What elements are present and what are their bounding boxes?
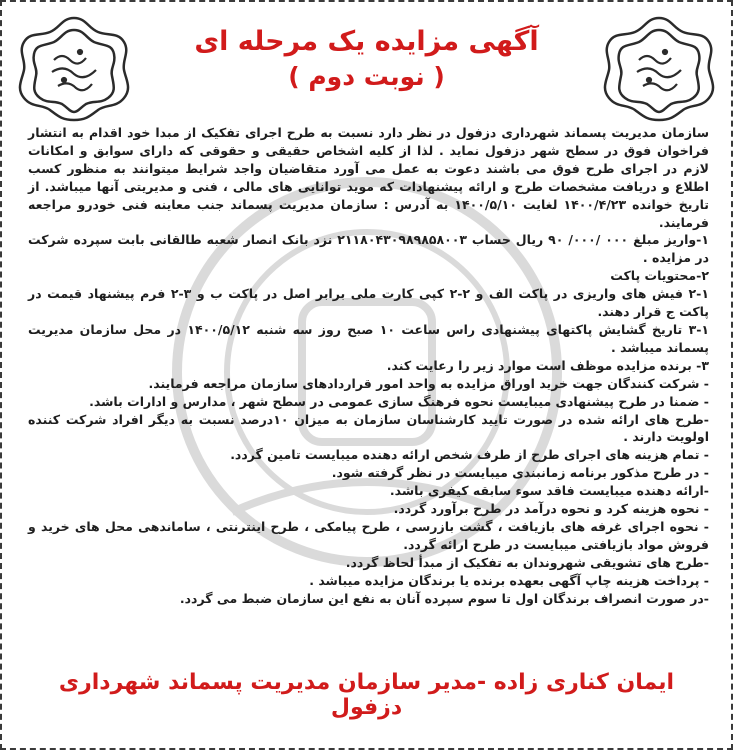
list-item: - شرکت کنندگان جهت خرید اوراق مزایده به واحد امور قراردادهای سازمان مراجعه فرمایند. [148, 375, 709, 391]
municipality-logo-left [14, 12, 134, 124]
notice-title: آگهی مزایده یک مرحله ای [194, 26, 539, 57]
signature-line: ایمان کناری زاده -مدیر سازمان مدیریت پسماند شهرداری دزفول [58, 670, 675, 720]
list-item: - نحوه هزینه کرد و نحوه درآمد در طرح برآورد گردد. [393, 501, 709, 517]
notice-header [142, 24, 591, 94]
list-item: -طرح های تشویقی شهروندان به تفکیک از مبدأ لحاظ گردد. [345, 554, 709, 570]
list-item: ۲-۱ فیش های واریزی در پاکت الف و ۲-۲ کپی کارت ملی برابر اصل در پاکت ب و ۳-۲ فرم پیشنهاد قیمت در پاکت ج قرار دهند. [28, 286, 709, 320]
notice-subtitle: ( نوبت دوم ) [288, 62, 445, 91]
list-item: -ارائه دهنده میبایست فاقد سوء سابقه کیفری باشد. [389, 483, 709, 499]
notice-body [28, 124, 709, 607]
list-item: - نحوه اجرای غرفه های بازیافت ، گشت بازرسی ، طرح پیامکی ، طرح اینترنتی ، ساماندهی محل های خرید و فروش مواد بازیافتی میبایست در طرح ارائه گردد. [28, 518, 709, 552]
list-item: - در طرح مذکور برنامه زمانبندی میبایست در نظر گرفته شود. [331, 465, 709, 481]
municipality-logo-right [599, 12, 719, 124]
list-item: - ضمنا در طرح پیشنهادی میبایست نحوه فرهنگ سازی عمومی در سطح شهر ، مدارس و ادارات باشد. [89, 393, 709, 409]
list-item: -طرح های ارائه شده در صورت تایید کارشناسان سازمان به میزان ۱۰درصد نسبت به دیگر افراد شرکت کننده اولویت دارند . [28, 411, 709, 445]
list-item: - پرداخت هزینه چاپ آگهی بعهده برنده یا برندگان مزایده میباشد . [309, 572, 709, 588]
list-item: ۲-محتویات پاکت [610, 268, 709, 284]
list-item: - تمام هزینه های اجرای طرح از طرف شخص ارائه دهنده میبایست تامین گردد. [230, 447, 709, 463]
list-item: ۳- برنده مزایده موظف است موارد زیر را رعایت کند. [386, 357, 709, 373]
list-item: ۳-۱ تاریخ گشایش پاکتهای پیشنهادی راس ساعت ۱۰ صبح روز سه شنبه ۱۴۰۰/۵/۱۲ در محل سازمان مدیریت پسماند میباشد . [28, 321, 710, 355]
list-item: ۱-واریز مبلغ ۰۰۰ /۰۰۰/ ۹۰ ریال حساب ۲۱۱۸۰۴۳۰۹۸۹۸۵۸۰۰۳ نزد بانک انصار شعبه طالقانی بابت سپرده شرکت در مزایده . [28, 232, 710, 266]
intro-paragraph: سازمان مدیریت پسماند شهرداری دزفول در نظر دارد نسبت به طرح اجرای تفکیک از مبدا خود اقدام به انتشار فراخوان فوق در سطح شهر دزفول نماید . لذا از کلیه اشخاص حقیقی و حقوقی که دارای سوابق و امکانات لازم در اجرای طرح فوق می باشند دعوت به عمل می آورد متقاضیان واجد شرایط میتوانند به منظور کسب اطلاع و دریافت مشخصات طرح و ارائه پیشنهادات که موید توانایی های مالی ، فنی و مدیریتی آنها میباشد. از تاریخ خوانده ۱۴۰۰/۴/۲۳ لغایت ۱۴۰۰/۵/۱۰ به آدرس : سازمان مدیریت پسماند جنب معاینه فنی خودرو مراجعه فرمایند. [28, 125, 709, 230]
list-item: -در صورت انصراف برندگان اول تا سوم سپرده آنان به نفع این سازمان ضبط می گردد. [179, 590, 709, 606]
